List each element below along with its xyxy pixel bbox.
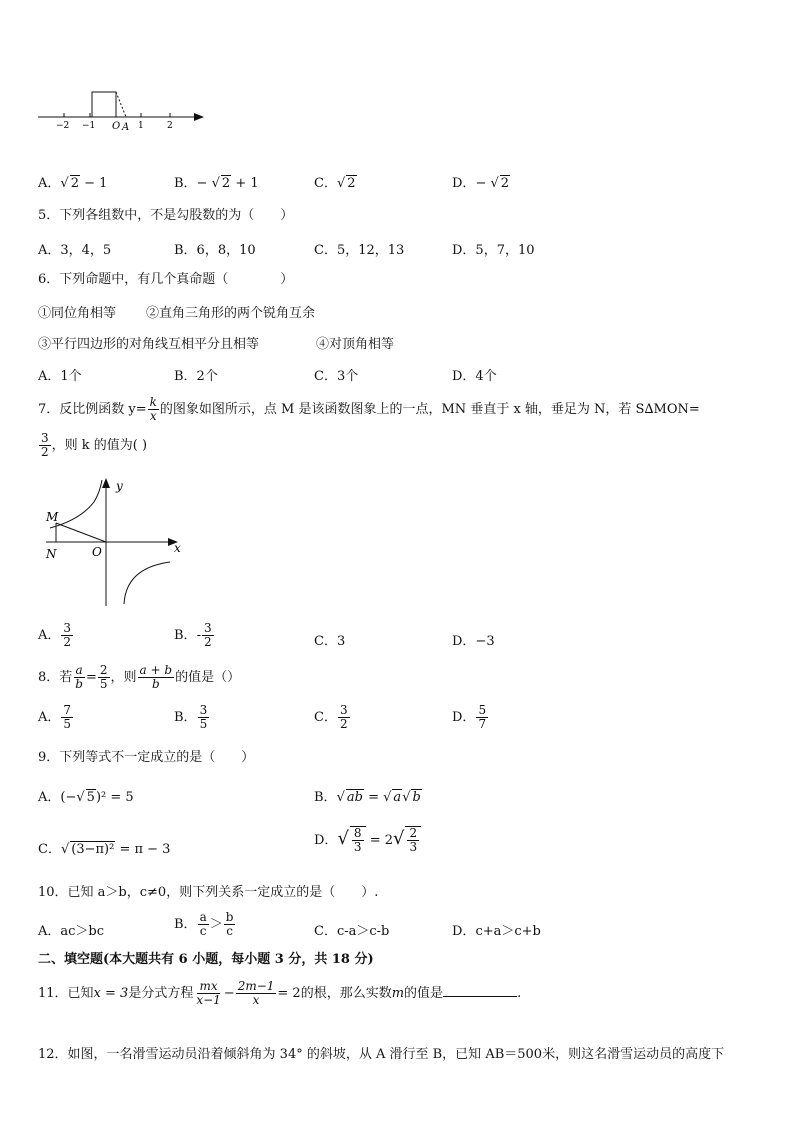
q9-option-b[interactable]: B．√ ab = √ a√ b	[314, 790, 421, 805]
q6-statement-1: ①同位角相等	[38, 306, 117, 321]
label-A: A	[122, 122, 130, 132]
q8-option-a[interactable]: A． $\frac{7}{5}$	[38, 703, 72, 731]
q9-option-a[interactable]: A．(−√ 5)² = 5	[38, 790, 134, 805]
q9-stem: 9．下列等式不一定成立的是（ ）	[38, 750, 255, 765]
unit-square	[92, 92, 116, 117]
label-O: O	[112, 121, 121, 132]
q10-stem: 10．已知 a＞b，c≠0，则下列关系一定成立的是（ ）.	[38, 885, 379, 900]
q6-statement-2: ②直角三角形的两个锐角互余	[146, 306, 316, 321]
k-over-x: $\frac{k}{x}$	[149, 395, 157, 423]
q5-option-d[interactable]: D．5，7，10	[452, 243, 535, 258]
number-line-arrow	[194, 113, 204, 121]
label-x: x	[174, 541, 181, 555]
q8-option-b[interactable]: B． $\frac{3}{5}$	[174, 703, 208, 731]
q4-option-b[interactable]: B．− √ 2 + 1	[174, 176, 259, 191]
q10-option-d[interactable]: D．c+a＞c+b	[452, 924, 541, 939]
q4-option-a[interactable]: A．√ 2 − 1	[38, 176, 108, 191]
label-neg2: −2	[56, 121, 70, 131]
label-2: 2	[167, 121, 173, 131]
q11-stem: 11．已知x = 3是分式方程 $\frac{mx}{x-1}$ − $\frac{2m-1}{x}$ = 2的根，那么实数m的值是 .	[38, 979, 522, 1007]
q7-option-c[interactable]: C．3	[314, 634, 346, 649]
q5-option-b[interactable]: B．6，8，10	[174, 243, 256, 258]
section-2-title: 二、填空题(本大题共有 6 小题，每小题 3 分，共 18 分)	[38, 952, 374, 967]
q8-option-c[interactable]: C． $\frac{3}{2}$	[314, 703, 348, 731]
label-O: O	[92, 545, 102, 559]
label-neg1: −1	[82, 121, 96, 131]
q10-option-c[interactable]: C．c-a＞c-b	[314, 924, 390, 939]
label-y: y	[116, 479, 123, 493]
q4-option-c[interactable]: C．√ 2	[314, 176, 356, 191]
q6-stem: 6．下列命题中，有几个真命题（ ）	[38, 272, 294, 287]
label-1: 1	[138, 121, 144, 131]
q5-option-c[interactable]: C．5，12，13	[314, 243, 405, 258]
q7-option-b[interactable]: B．- $\frac{3}{2}$	[174, 621, 212, 649]
number-line-figure	[34, 86, 214, 132]
q5-stem: 5．下列各组数中，不是勾股数的为（ ）	[38, 208, 294, 223]
three-halves: $\frac{3}{2}$	[41, 431, 49, 459]
q8-stem: 8．若 $\frac{a}{b}$ = $\frac{2}{5}$ ，则 $\frac{a + b}{b}$ 的值是（）	[38, 663, 241, 691]
hyperbola-branch-right	[124, 562, 170, 604]
q6-option-c[interactable]: C．3个	[314, 369, 359, 384]
q6-option-d[interactable]: D．4个	[452, 369, 497, 384]
mo-segment	[56, 523, 106, 542]
q7-stem-line1: 7．反比例函数 y= $\frac{k}{x}$ 的图象如图所示，点 M 是该函数图象上的一点，MN 垂直于 x 轴，垂足为 N，若 S∆MON=	[38, 395, 700, 423]
q4-option-d[interactable]: D．− √ 2	[452, 176, 510, 191]
q6-statement-3: ③平行四边形的对角线互相平分且相等	[38, 337, 260, 352]
q10-option-a[interactable]: A．ac＞bc	[38, 924, 105, 939]
q7-option-a[interactable]: A． $\frac{3}{2}$	[38, 621, 72, 649]
q6-statement-4: ④对顶角相等	[316, 337, 395, 352]
answer-blank[interactable]	[443, 984, 517, 997]
label-M: M	[46, 510, 59, 524]
hyperbola-graph	[42, 476, 192, 608]
q12-stem: 12．如图，一名滑雪运动员沿着倾斜角为 34° 的斜坡，从 A 滑行至 B，已知 AB＝500米，则这名滑雪运动员的高度下	[38, 1047, 725, 1062]
q8-option-d[interactable]: D． $\frac{5}{7}$	[452, 703, 487, 731]
q7-stem-line2: $\frac{3}{2}$ ，则 k 的值为( )	[41, 431, 148, 459]
q6-option-b[interactable]: B．2个	[174, 369, 218, 384]
y-axis-arrow	[102, 478, 110, 488]
q9-option-c[interactable]: C．√ (3−π)² = π − 3	[38, 842, 171, 857]
label-N: N	[46, 547, 57, 561]
q7-option-d[interactable]: D．−3	[452, 634, 495, 649]
q6-option-a[interactable]: A．1个	[38, 369, 82, 384]
diagonal-dashed	[116, 92, 126, 117]
q9-option-d[interactable]: D．√ $\frac{8}{3}$ = 2√ $\frac{2}{3}$	[314, 826, 421, 854]
q10-option-b[interactable]: B． $\frac{a}{c}$ ＞ $\frac{b}{c}$	[174, 910, 234, 938]
q5-option-a[interactable]: A．3，4，5	[38, 243, 112, 258]
